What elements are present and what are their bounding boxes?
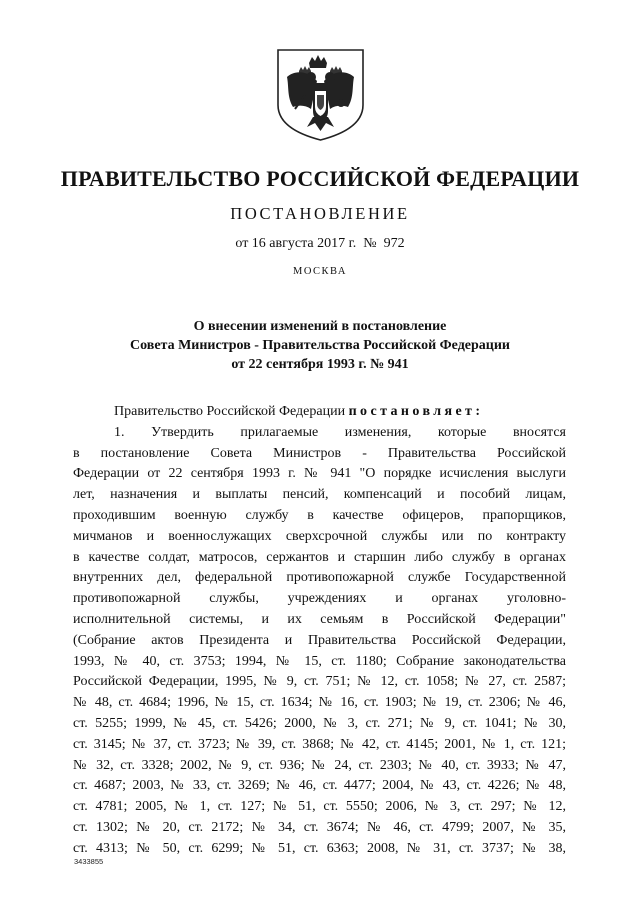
- intro-spaced-word: постановляет:: [348, 404, 484, 419]
- body-line: ст. 4687; 2003, № 33, ст. 3269; № 46, ст. 4477; 2004, № 43, ст. 4226; № 48,: [73, 778, 566, 794]
- body-line: ст. 1302; № 20, ст. 2172; № 34, ст. 3674; № 46, ст. 4799; 2007, № 35,: [73, 819, 566, 835]
- body-line: исполнительной системы, и их семьям в Российской Федерации": [73, 611, 566, 627]
- intro-line: [73, 402, 566, 423]
- body-line: (Собрание актов Президента и Правительства Российской Федерации,: [73, 632, 566, 648]
- document-body: [73, 402, 566, 860]
- subject-line: от 22 сентября 1993 г. № 941: [231, 357, 409, 372]
- body-line: Федерации от 22 сентября 1993 г. № 941 "О порядке исчисления выслуги: [73, 466, 566, 482]
- body-line: проходившим военную службу в качестве офицеров, прапорщиков,: [73, 507, 566, 523]
- body-line: ст. 4781; 2005, № 1, ст. 127; № 51, ст. 5550; 2006, № 3, ст. 297; № 12,: [73, 799, 566, 815]
- body-line: ст. 4313; № 50, ст. 6299; № 51, ст. 6363; 2008, № 31, ст. 3737; № 38,: [73, 840, 566, 856]
- subject-line: Совета Министров - Правительства Российской Федерации: [130, 338, 510, 353]
- body-line: лет, назначения и выплаты пенсий, компенсаций и пособий лицам,: [73, 487, 566, 503]
- subject-line: О внесении изменений в постановление: [193, 319, 447, 334]
- body-line: противопожарной службы, учреждениях и органах уголовно-: [73, 591, 566, 607]
- document-date-line: [0, 236, 640, 252]
- body-line: мичманов и военнослужащих сверхсрочной службы или по контракту: [73, 528, 566, 544]
- document-number: № 972: [363, 236, 405, 251]
- body-line: № 48, ст. 4684; 1996, № 15, ст. 1634; № 16, ст. 1903; № 19, ст. 2306; № 46,: [73, 695, 566, 711]
- body-line: № 32, ст. 3328; 2002, № 9, ст. 936; № 24, ст. 2303; № 40, ст. 3933; № 47,: [73, 757, 566, 773]
- body-line: внутренних дел, федеральной противопожарной службе Государственной: [73, 570, 566, 586]
- document-subject: [0, 317, 640, 374]
- body-line: Российской Федерации, 1995, № 9, ст. 751; № 12, ст. 1058; № 27, ст. 2587;: [73, 674, 566, 690]
- document-date: от 16 августа 2017 г.: [235, 236, 357, 251]
- body-line: ст. 5255; 1999, № 45, ст. 5426; 2000, № 3, ст. 271; № 9, ст. 1041; № 30,: [73, 715, 566, 731]
- coat-of-arms-emblem: [275, 47, 366, 143]
- intro-text: Правительство Российской Федерации: [114, 404, 349, 419]
- document-code: 3433855: [74, 857, 104, 866]
- document-city: МОСКВА: [293, 266, 347, 277]
- government-title: ПРАВИТЕЛЬСТВО РОССИЙСКОЙ ФЕДЕРАЦИИ: [60, 166, 580, 191]
- body-line: в качестве солдат, матросов, сержантов и старшин либо службу в органах: [73, 549, 566, 565]
- body-line: 1. Утвердить прилагаемые изменения, которые вносятся: [114, 424, 566, 440]
- document-type: ПОСТАНОВЛЕНИЕ: [230, 204, 410, 223]
- body-line: в постановление Совета Министров - Правительства Российской: [73, 445, 566, 461]
- body-line: ст. 3145; № 37, ст. 3723; № 39, ст. 3868; № 42, ст. 4145; 2001, № 1, ст. 121;: [73, 736, 566, 752]
- body-line: 1993, № 40, ст. 3753; 1994, № 15, ст. 1180; Собрание законодательства: [73, 653, 566, 669]
